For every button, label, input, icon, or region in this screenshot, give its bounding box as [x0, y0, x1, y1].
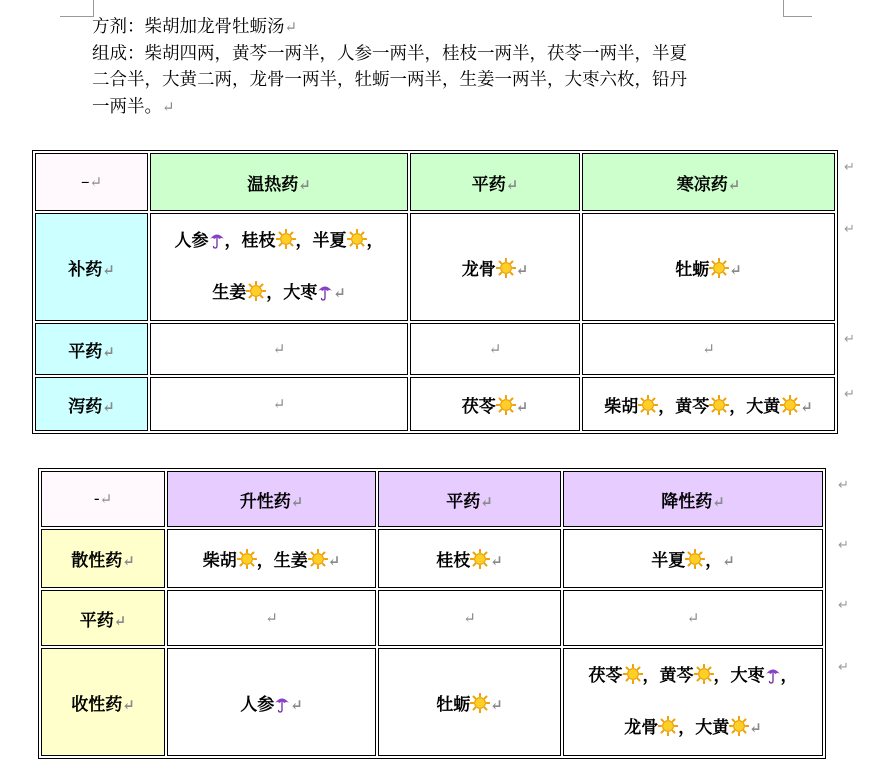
table2-cell-astringing-neutral: 牡蛎 ↵	[378, 648, 561, 756]
table2-cell-dispersing-neutral: 桂枝 ↵	[378, 529, 561, 588]
row-end-mark: ↵	[844, 222, 855, 237]
table1-cell-empty: ↵	[150, 323, 408, 375]
herb-name: ，大黄	[678, 718, 730, 738]
row-end-mark: ↵	[838, 538, 849, 553]
sun-icon	[470, 549, 490, 569]
table1-header-neutral: 平药↵	[410, 153, 580, 211]
formula-composition-line-3: 一两半。↵	[92, 96, 175, 117]
table1-row-purge: 泻药↵	[35, 377, 148, 431]
table1-header-warm: 温热药↵	[150, 153, 408, 211]
formula-composition-line-1: 组成：柴胡四两，黄芩一两半，人参一两半，桂枝一两半，茯苓一两半，半夏	[92, 43, 687, 64]
table1-cell-empty: ↵	[410, 323, 580, 375]
herb-name: ，	[366, 231, 384, 251]
table2-row-neutral: 平药↵	[41, 590, 165, 646]
formula-composition-line-2: 二合半，大黄二两，龙骨一两半，牡蛎一两半，生姜一两半，大枣六枚，铅丹	[92, 70, 687, 90]
table2-header-descending: 降性药↵	[563, 471, 823, 527]
formula-name-line: 方剂：柴胡加龙骨牡蛎汤↵	[92, 17, 298, 37]
herb-line: 生姜 ，大枣 ↵	[212, 283, 346, 303]
table2-row-dispersing: 散性药↵	[41, 529, 165, 588]
sun-icon	[780, 395, 800, 415]
table2-header-ascending: 升性药↵	[167, 471, 376, 527]
table1-row-neutral: 平药↵	[35, 323, 148, 375]
herb-line	[566, 650, 820, 702]
herb-name: 茯苓	[588, 666, 623, 686]
herb-name: ，生姜	[256, 551, 308, 571]
row-end-mark: ↵	[844, 387, 855, 402]
herb-name: 人参	[174, 231, 209, 251]
sun-icon	[470, 693, 490, 713]
table1-cell-purge-neutral: 茯苓 ↵	[410, 377, 580, 431]
table2-corner-cell: -↵	[41, 471, 165, 527]
herb-line: 龙骨 ，大黄 ↵	[624, 718, 762, 738]
table2-row-astringing: 收性药↵	[41, 648, 165, 756]
table2-cell-empty: ↵	[563, 590, 823, 646]
herb-name: ，	[780, 666, 798, 686]
herb-name: ，黄芩	[642, 666, 694, 686]
herb-name: 龙骨	[624, 718, 659, 738]
row-end-mark: ↵	[838, 478, 849, 493]
table2-cell-empty: ↵	[167, 590, 376, 646]
herb-name: 生姜	[212, 283, 247, 303]
table1-cell-tonic-cold: 牡蛎 ↵	[582, 213, 835, 321]
sun-icon	[308, 549, 328, 569]
herb-name: 柴胡	[202, 551, 237, 571]
table1-cell-tonic-warm	[150, 213, 408, 321]
sun-icon	[694, 664, 714, 684]
table2-cell-dispersing-ascending: 柴胡 ，生姜 ↵	[167, 529, 376, 588]
table2-cell-astringing-ascending: 人参 ↵	[167, 648, 376, 756]
sun-icon	[685, 549, 705, 569]
formula-text	[92, 14, 782, 120]
table2-cell-empty: ↵	[378, 590, 561, 646]
umbrella-icon	[209, 231, 225, 249]
table2-cell-astringing-descending	[563, 648, 823, 756]
herb-name: ，半夏	[295, 231, 347, 251]
page-corner-mark-left	[60, 0, 94, 17]
sun-icon	[658, 716, 678, 736]
herb-name: 柴胡	[604, 396, 639, 417]
row-end-mark: ↵	[844, 332, 855, 347]
sun-icon	[709, 258, 729, 278]
table2-cell-dispersing-descending: 半夏 ，↵	[563, 529, 823, 588]
table1-corner-cell: –↵	[35, 153, 148, 211]
table1-cell-tonic-neutral: 龙骨 ↵	[410, 213, 580, 321]
umbrella-icon	[765, 666, 781, 684]
row-end-mark: ↵	[838, 660, 849, 675]
umbrella-icon	[274, 695, 290, 713]
sun-icon	[729, 716, 749, 736]
herb-name: ，大枣	[266, 283, 318, 303]
disperse-astringe-direction-table	[38, 468, 826, 759]
sun-icon	[496, 395, 516, 415]
tonic-purge-temperature-table	[32, 150, 838, 434]
page-corner-mark-right	[783, 0, 812, 17]
table1-cell-purge-cold: 柴胡 ，黄芩 ，大黄 ↵	[582, 377, 835, 431]
herb-name: ，大黄	[729, 396, 781, 417]
sun-icon	[246, 281, 266, 301]
table1-row-tonic: 补药↵	[35, 213, 148, 321]
sun-icon	[638, 395, 658, 415]
row-end-mark: ↵	[844, 160, 855, 175]
herb-line	[153, 215, 405, 267]
sun-icon	[496, 258, 516, 278]
table1-header-cold: 寒凉药↵	[582, 153, 835, 211]
herb-name: ，大枣	[713, 666, 765, 686]
table1-cell-empty: ↵	[582, 323, 835, 375]
sun-icon	[623, 664, 643, 684]
sun-icon	[347, 229, 367, 249]
umbrella-icon	[317, 283, 333, 301]
table2-header-neutral: 平药↵	[378, 471, 561, 527]
herb-name: ，黄芩	[658, 396, 710, 417]
sun-icon	[276, 229, 296, 249]
sun-icon	[709, 395, 729, 415]
row-end-mark: ↵	[838, 598, 849, 613]
sun-icon	[237, 549, 257, 569]
table1-cell-empty: ↵	[150, 377, 408, 431]
herb-name: ，桂枝	[224, 231, 276, 251]
